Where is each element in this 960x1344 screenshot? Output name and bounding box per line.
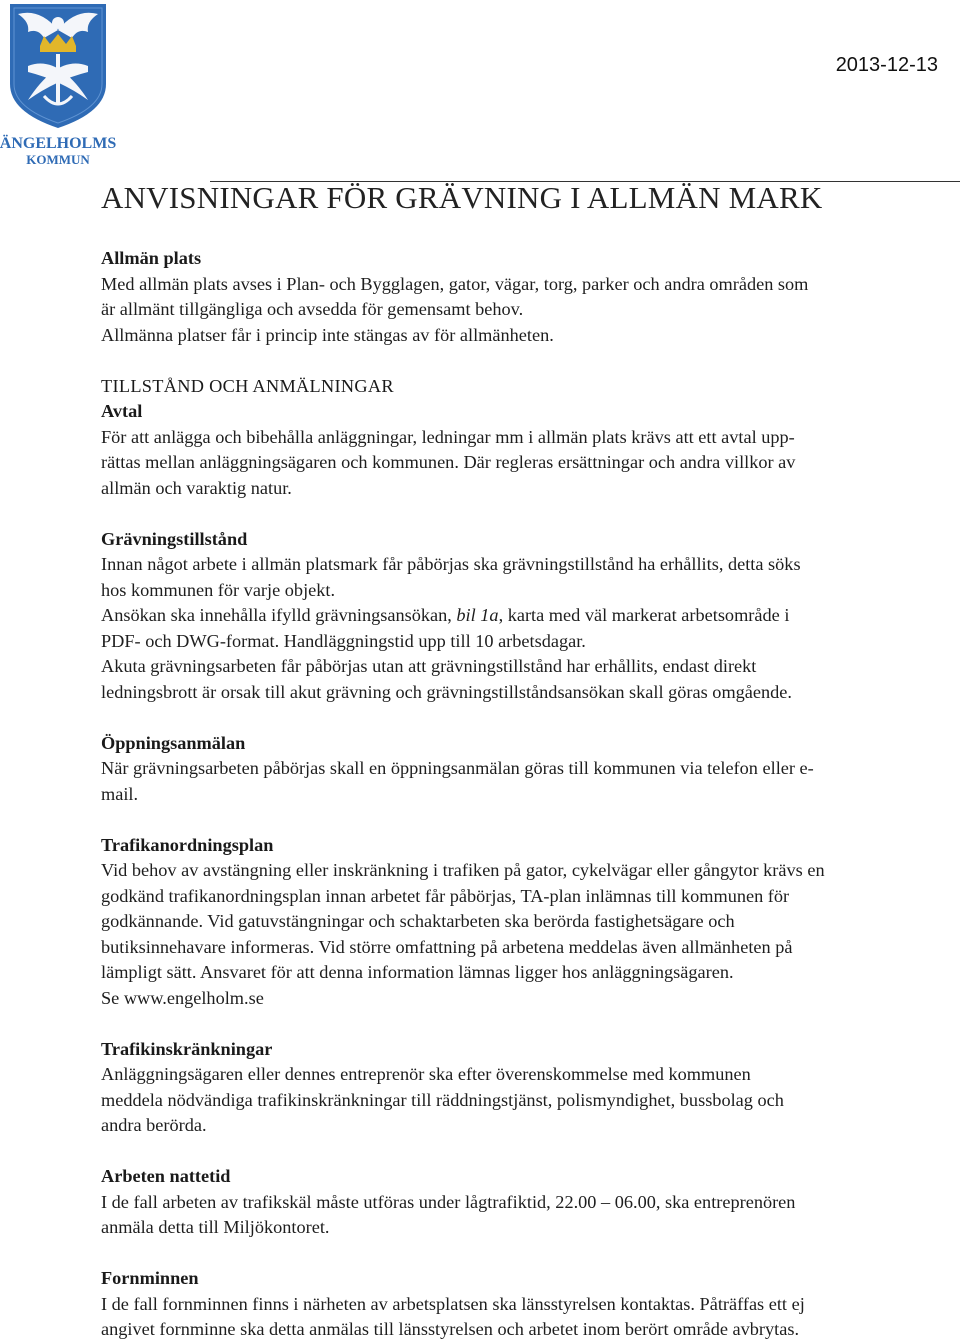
paragraph-line: allmän och varaktig natur.: [101, 477, 292, 498]
section-heading: Allmän plats: [101, 248, 202, 268]
paragraph-line: butiksinnehavare informeras. Vid större omfattning på arbetena meddelas även allmänheten på: [101, 936, 793, 957]
paragraph-line: anmäla detta till Miljökontoret.: [101, 1217, 330, 1237]
section-heading: TILLSTÅND OCH ANMÄLNINGAR: [101, 375, 394, 396]
section-arbeten-nattetid: [101, 1164, 957, 1241]
section-gravningstillstand: [101, 527, 957, 706]
section-heading: Grävningstillstånd: [101, 528, 248, 549]
paragraph-line: är allmänt tillgängliga och avsedda för gemensamt behov.: [101, 299, 524, 319]
paragraph-line: angivet fornminne ska detta anmälas till länsstyrelsen och arbetet inom berört område avbrytas.: [101, 1319, 800, 1339]
paragraph-line: lämpligt sätt. Ansvaret för att denna information lämnas ligger hos anläggningsägaren.: [101, 962, 734, 982]
paragraph-line: Vid behov av avstängning eller inskränkning i trafiken på gator, cykelvägar eller gångytor krävs en: [101, 860, 825, 880]
text-span: Ansökan ska innehålla ifylld grävningsansökan,: [101, 605, 457, 625]
svg-text:KOMMUN: KOMMUN: [26, 152, 90, 167]
page-title: ANVISNINGAR FÖR GRÄVNING I ALLMÄN MARK: [101, 180, 823, 215]
section-heading: Öppningsanmälan: [101, 732, 246, 753]
paragraph-line: Med allmän plats avses i Plan- och Bygglagen, gator, vägar, torg, parker och andra områden som: [101, 273, 809, 294]
paragraph-line: meddela nödvändiga trafikinskränkningar till räddningstjänst, polismyndighet, bussbolag och: [101, 1089, 784, 1110]
website-reference: Se www.engelholm.se: [101, 987, 264, 1008]
section-trafikanordningsplan: [101, 833, 957, 1012]
paragraph-line: I de fall fornminnen finns i närheten av arbetsplatsen ska länsstyrelsen kontaktas. Påträffas ett ej: [101, 1293, 805, 1314]
paragraph-line: godkännande. Vid gatuvstängningar och schaktarbeten ska berörda fastighetsägare och: [101, 911, 735, 931]
coat-of-arms-icon: [0, 0, 118, 170]
paragraph-line: Allmänna platser får i princip inte stängas av för allmänheten.: [101, 324, 554, 345]
paragraph-line: hos kommunen för varje objekt.: [101, 579, 336, 600]
paragraph-line: PDF- och DWG-format. Handläggningstid upp till 10 arbetsdagar.: [101, 630, 586, 651]
paragraph-line: andra berörda.: [101, 1115, 207, 1135]
section-tillstand: [101, 374, 957, 502]
municipality-logo: [0, 0, 118, 170]
paragraph-line: mail.: [101, 783, 139, 804]
section-subheading: Avtal: [101, 401, 143, 421]
paragraph-line: Anläggningsägaren eller dennes entreprenör ska efter överenskommelse med kommunen: [101, 1064, 751, 1084]
attachment-reference: bil 1a: [456, 605, 499, 625]
paragraph-line: ledningsbrott är orsak till akut grävning och grävningstillståndsansökan skall göras omgående.: [101, 681, 792, 702]
paragraph-line: rättas mellan anläggningsägaren och kommunen. Där regleras ersättningar och andra villkor av: [101, 452, 796, 472]
paragraph-line: För att anlägga och bibehålla anläggningar, ledningar mm i allmän plats krävs att ett avtal upp-: [101, 426, 795, 447]
paragraph-line: Akuta grävningsarbeten får påbörjas utan att grävningstillstånd har erhållits, endast direkt: [101, 656, 757, 676]
document-date: 2013-12-13: [835, 54, 938, 76]
paragraph-line: I de fall arbeten av trafikskäl måste utföras under lågtrafiktid, 22.00 – 06.00, ska entreprenören: [101, 1191, 796, 1212]
section-heading: Arbeten nattetid: [101, 1166, 231, 1186]
paragraph-line: [101, 603, 957, 629]
paragraph-line: Innan något arbete i allmän platsmark får påbörjas ska grävningstillstånd ha erhållits, detta söks: [101, 554, 801, 574]
section-fornminnen: [101, 1266, 957, 1343]
svg-text:ÄNGELHOLMS: ÄNGELHOLMS: [0, 135, 117, 152]
section-trafikinskrankningar: [101, 1037, 957, 1139]
text-span: , karta med väl markerat arbetsområde i: [498, 605, 790, 625]
section-heading: Trafikanordningsplan: [101, 834, 274, 855]
section-oppningsanmalan: [101, 731, 957, 808]
document-body: [101, 246, 957, 1343]
paragraph-line: godkänd trafikanordningsplan innan arbetet får påbörjas, TA-plan inlämnas till kommunen för: [101, 885, 790, 906]
paragraph-line: När grävningsarbeten påbörjas skall en öppningsanmälan göras till kommunen via telefon eller e-: [101, 758, 814, 778]
section-heading: Trafikinskränkningar: [101, 1038, 273, 1059]
section-heading: Fornminnen: [101, 1268, 199, 1288]
section-allman-plats: [101, 246, 957, 348]
